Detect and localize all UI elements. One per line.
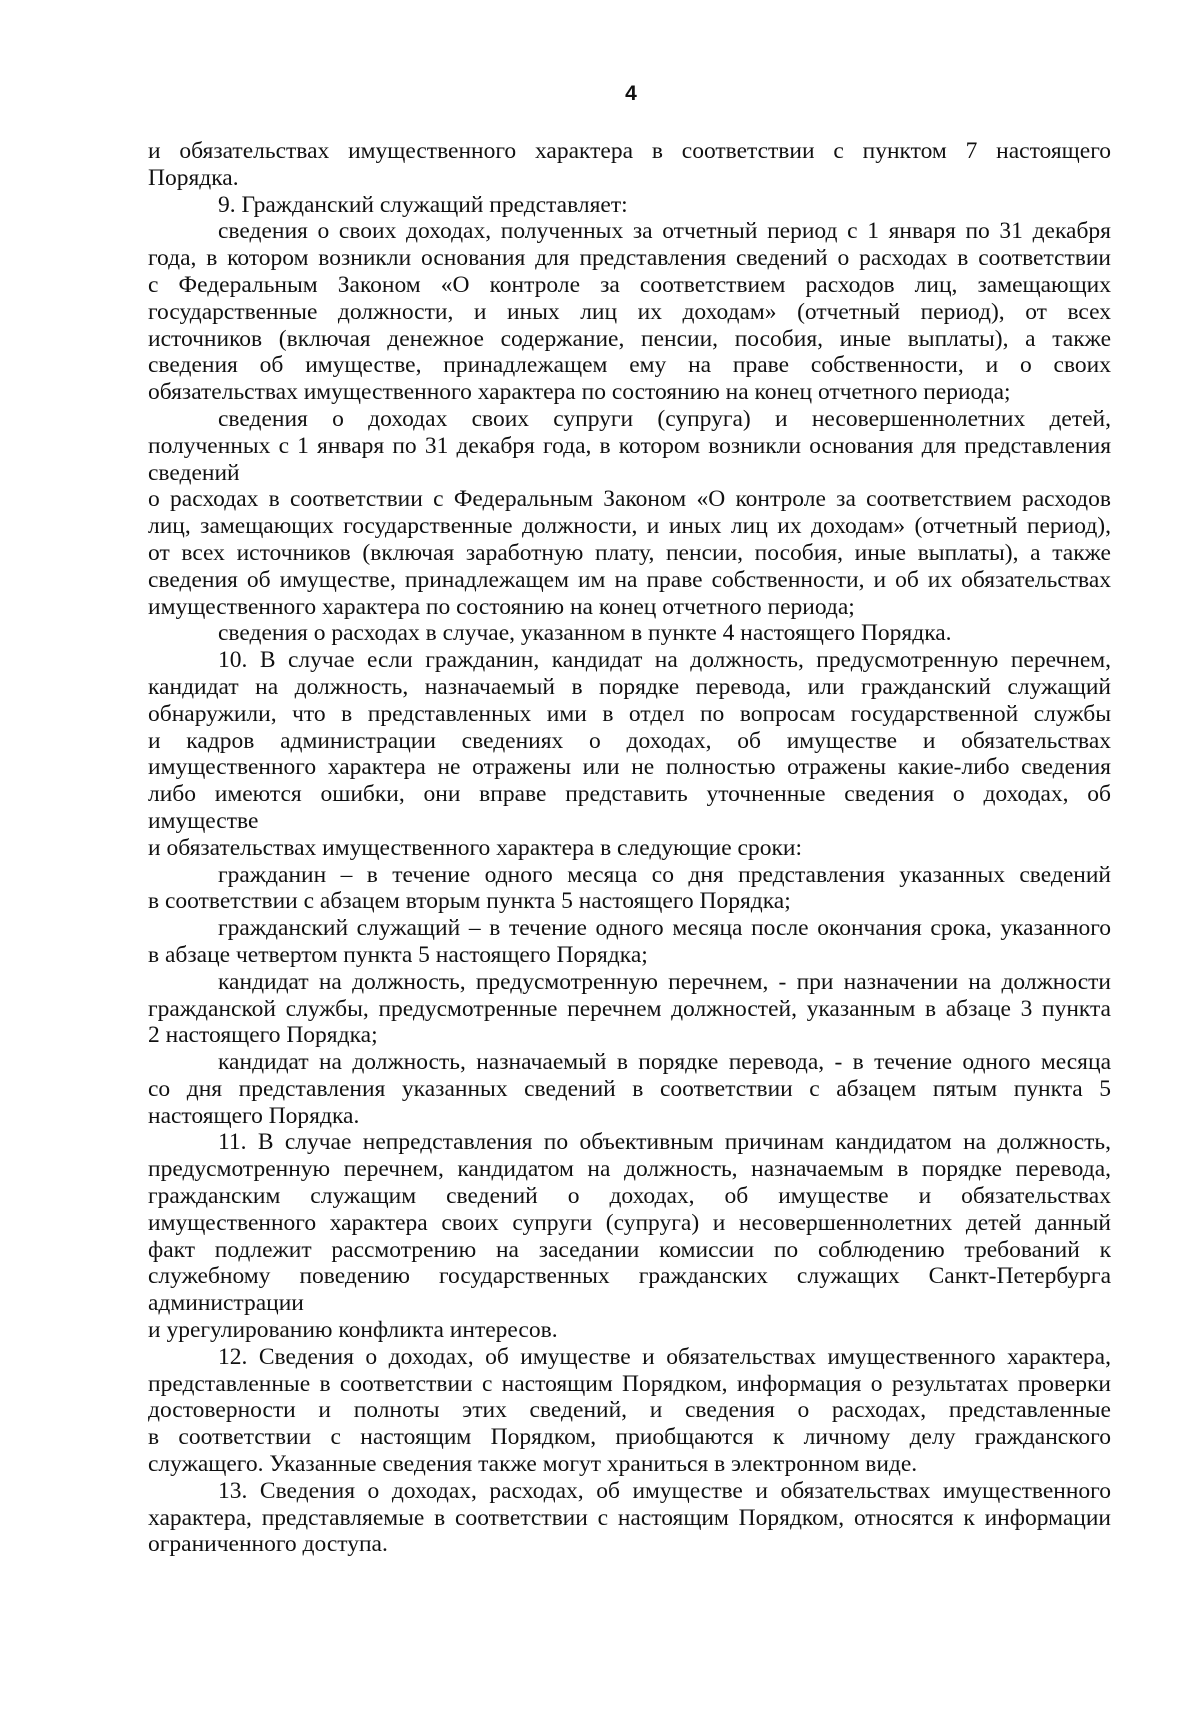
text-line: года, в котором возникли основания для представления сведений о расходах в соответствии — [148, 245, 1111, 272]
text-line: сведения о расходах в случае, указанном в пункте 4 настоящего Порядка. — [218, 620, 952, 647]
text-line: сведения об имуществе, принадлежащем им на праве собственности, и об их обязательствах — [148, 566, 1111, 593]
text-line: 12. Сведения о доходах, об имуществе и обязательствах имущественного характера, — [218, 1343, 1111, 1370]
text-line: Порядка. — [148, 164, 239, 191]
text-line: в соответствии с настоящим Порядком, приобщаются к личному делу гражданского — [148, 1424, 1111, 1451]
text-line: служебному поведению государственных гражданских служащих Санкт-Петербурга — [148, 1263, 1111, 1290]
text-line: предусмотренную перечнем, кандидатом на должность, назначаемым в порядке перевода, — [148, 1156, 1111, 1183]
text-line: и обязательствах имущественного характера в следующие сроки: — [148, 834, 803, 861]
text-line: обнаружили, что в представленных ими в отдел по вопросам государственной службы — [148, 700, 1111, 727]
text-line: о расходах в соответствии с Федеральным Законом «О контроле за соответствием расходов — [148, 486, 1111, 513]
text-line: 9. Гражданский служащий представляет: — [218, 191, 628, 218]
text-line: настоящего Порядка. — [148, 1102, 360, 1129]
text-line: 11. В случае непредставления по объективным причинам кандидатом на должность, — [218, 1129, 1111, 1156]
text-line: в абзаце четвертом пункта 5 настоящего Порядка; — [148, 941, 648, 968]
text-line: гражданской службы, предусмотренные перечнем должностей, указанным в абзаце 3 пункта — [148, 995, 1111, 1022]
text-line: полученных с 1 января по 31 декабря года, в котором возникли основания для представления — [148, 432, 1111, 459]
text-line: сведения об имуществе, принадлежащем ему на праве собственности, и о своих — [148, 352, 1111, 379]
text-line: в соответствии с абзацем вторым пункта 5 настоящего Порядка; — [148, 888, 791, 915]
text-line: сведения о своих доходах, полученных за отчетный период с 1 января по 31 декабря — [218, 218, 1111, 245]
text-line: имущественного характера своих супруги (супруга) и несовершеннолетних детей данный — [148, 1209, 1111, 1236]
document-body — [148, 138, 1111, 1558]
text-line: и кадров администрации сведениях о доходах, об имуществе и обязательствах — [148, 727, 1111, 754]
text-line: гражданский служащий – в течение одного месяца после окончания срока, указанного — [218, 915, 1111, 942]
text-line: гражданским служащим сведений о доходах, об имуществе и обязательствах — [148, 1183, 1111, 1210]
text-line: кандидат на должность, назначаемый в порядке перевода, - в течение одного месяца — [218, 1049, 1111, 1076]
text-line: факт подлежит рассмотрению на заседании комиссии по соблюдению требований к — [148, 1236, 1111, 1263]
text-line: служащего. Указанные сведения также могут храниться в электронном виде. — [148, 1451, 918, 1478]
text-line: и обязательствах имущественного характера в соответствии с пунктом 7 настоящего — [148, 138, 1111, 164]
text-line: 2 настоящего Порядка; — [148, 1022, 378, 1049]
text-line: от всех источников (включая заработную плату, пенсии, пособия, иные выплаты), а также — [148, 539, 1111, 566]
text-line: имущественного характера по состоянию на конец отчетного периода; — [148, 593, 855, 620]
text-line: либо имеются ошибки, они вправе представить уточненные сведения о доходах, об — [148, 781, 1111, 808]
text-line: характера, представляемые в соответствии с настоящим Порядком, относятся к информации — [148, 1504, 1111, 1531]
text-line: администрации — [148, 1290, 304, 1317]
text-line: сведения о доходах своих супруги (супруга) и несовершеннолетних детей, — [218, 405, 1111, 432]
text-line: источников (включая денежное содержание, пенсии, пособия, иные выплаты), а также — [148, 325, 1111, 352]
text-line: с Федеральным Законом «О контроле за соответствием расходов лиц, замещающих — [148, 271, 1111, 298]
text-line: со дня представления указанных сведений в соответствии с абзацем пятым пункта 5 — [148, 1075, 1111, 1102]
text-line: и урегулированию конфликта интересов. — [148, 1317, 558, 1344]
text-line: имуществе — [148, 807, 259, 834]
text-line: кандидат на должность, назначаемый в порядке перевода, или гражданский служащий — [148, 673, 1111, 700]
text-line: 13. Сведения о доходах, расходах, об имуществе и обязательствах имущественного — [218, 1477, 1111, 1504]
text-line: ограниченного доступа. — [148, 1531, 388, 1558]
text-line: лиц, замещающих государственные должности, и иных лиц их доходам» (отчетный период), — [148, 513, 1111, 540]
page-number: 4 — [625, 82, 637, 105]
text-line: кандидат на должность, предусмотренную перечнем, - при назначении на должности — [218, 968, 1111, 995]
text-line: обязательствах имущественного характера по состоянию на конец отчетного периода; — [148, 379, 1011, 406]
text-line: достоверности и полноты этих сведений, и сведения о расходах, представленные — [148, 1397, 1111, 1424]
text-line: сведений — [148, 459, 240, 486]
text-line: государственные должности, и иных лиц их доходам» (отчетный период), от всех — [148, 298, 1111, 325]
text-line: представленные в соответствии с настоящим Порядком, информация о результатах проверки — [148, 1370, 1111, 1397]
text-line: гражданин – в течение одного месяца со дня представления указанных сведений — [218, 861, 1111, 888]
text-line: имущественного характера не отражены или не полностью отражены какие-либо сведения — [148, 754, 1111, 781]
text-line: 10. В случае если гражданин, кандидат на должность, предусмотренную перечнем, — [218, 647, 1111, 674]
